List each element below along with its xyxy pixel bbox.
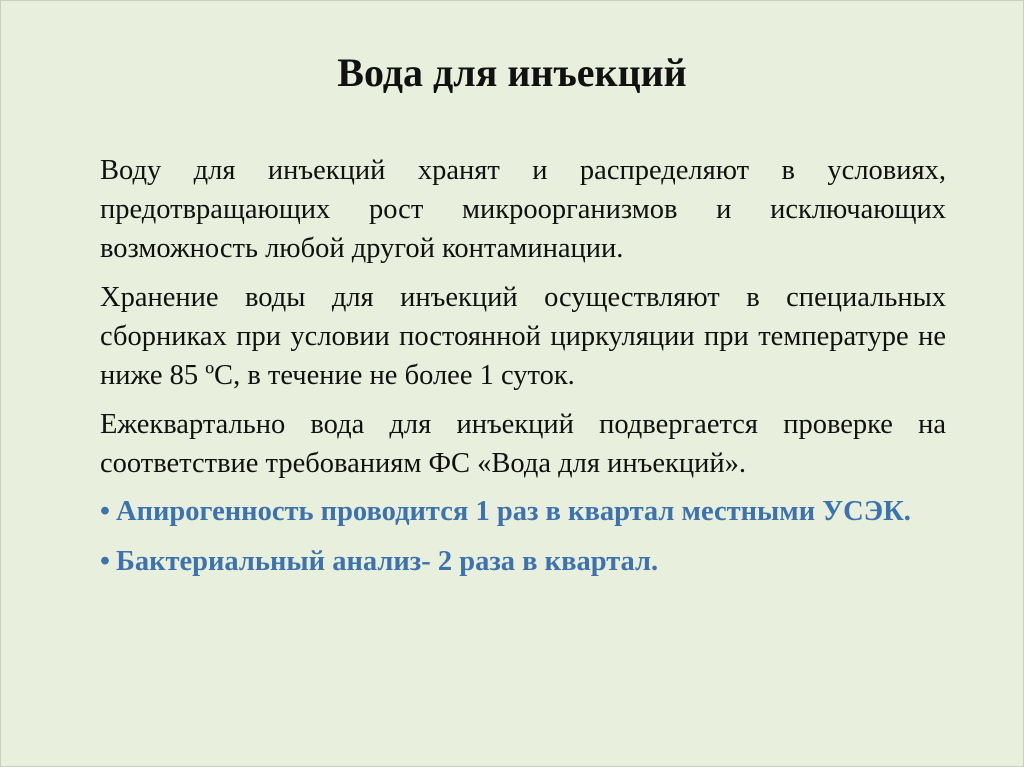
slide-title: Вода для инъекций: [337, 50, 687, 95]
paragraph-quarterly-check: Ежеквартально вода для инъекций подвергается проверке на соответствие требованиям ФС «Вода для инъекций».: [100, 409, 946, 479]
bullet-text: Апирогенность проводится 1 раз в квартал местными УСЭК.: [115, 496, 911, 527]
bullet-bacterial-analysis: [100, 543, 946, 581]
paragraph-storage: Воду для инъекций хранят и распределяют в условиях, предотвращающих рост микроорганизмов и исключающих возможность любой другой контаминации.: [100, 155, 946, 264]
paragraph-circulation: Хранение воды для инъекций осуществляют в специальных сборниках при условии постоянной циркуляции при температуре не ниже 85 ºС, в течение не более 1 суток.: [100, 282, 946, 391]
bullet-dot-icon: •: [100, 546, 110, 577]
bullet-text: Бактериальный анализ- 2 раза в квартал.: [115, 546, 659, 577]
bullet-dot-icon: •: [100, 496, 110, 527]
bullet-apyrogenicity: [100, 493, 946, 531]
slide-body: [100, 151, 946, 593]
